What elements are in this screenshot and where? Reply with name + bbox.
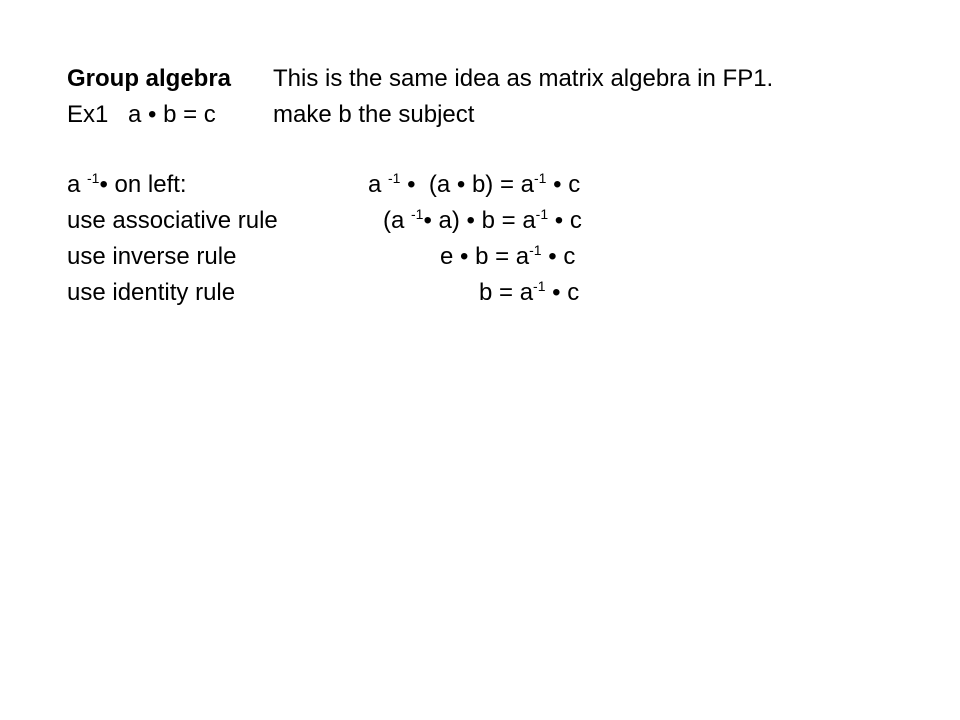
expr-part: (a [383,207,412,234]
expr-part: b = a [479,279,534,306]
step-expression-inverse [440,242,575,272]
example-label: Ex1 [67,101,109,128]
expr-part: a [368,171,389,198]
expr-part: • c [541,243,576,270]
step-label-post: • on left: [99,171,187,198]
example-equation: a • b = c [128,101,216,128]
expr-sup: -1 [411,206,424,222]
step-label-identity: use identity rule [67,279,236,306]
step-expression-left-multiply [368,170,580,200]
expr-part: • a) • b = a [423,207,536,234]
step-expression-associative [383,206,582,236]
slide-title: Group algebra [67,65,232,92]
expr-sup: -1 [534,170,547,186]
expr-part: • c [546,171,581,198]
expr-sup: -1 [533,278,546,294]
expr-sup: -1 [529,242,542,258]
example-instruction: make b the subject [273,101,475,128]
expr-sup: -1 [388,170,401,186]
title-note: This is the same idea as matrix algebra in FP1. [273,65,774,92]
step-label-inverse: use inverse rule [67,243,237,270]
expr-part: • c [548,207,582,234]
step-label-associative: use associative rule [67,207,278,234]
step-label-pre: a [67,171,88,198]
step-expression-identity [479,278,579,308]
expr-part: e • b = a [440,243,530,270]
expr-sup: -1 [535,206,549,222]
step-label-left-multiply [67,170,187,200]
expr-part: • c [545,279,580,306]
step-label-sup: -1 [87,170,100,186]
expr-part: • (a • b) = a [400,171,534,198]
